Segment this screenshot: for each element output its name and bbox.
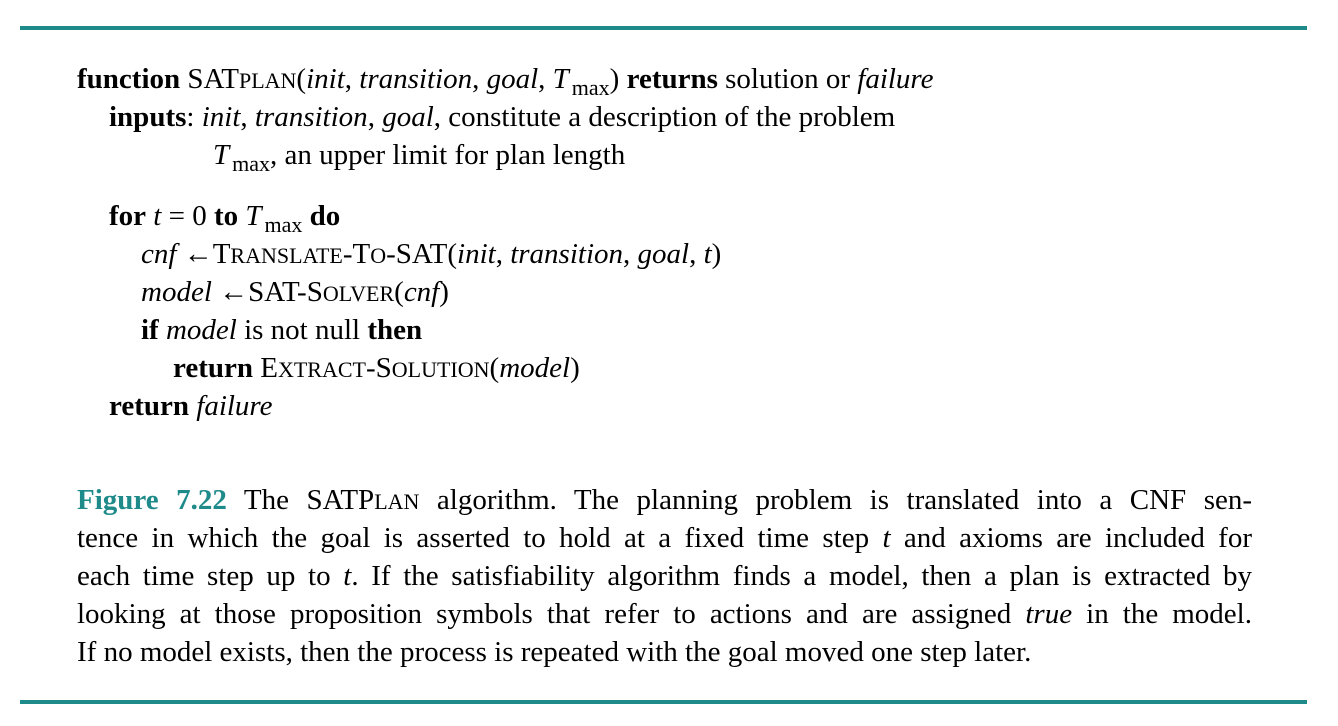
function-signature-line: function SATPLAN(init, transition, goal, T $_{max}$) returns solution or failure xyxy=(77,63,934,100)
inputs-line: inputs: init, transition, goal, constitute a description of the problem xyxy=(109,101,896,133)
keyword-function: function xyxy=(77,63,181,95)
spacer xyxy=(77,174,934,197)
model-assignment-line: model ←SAT-SOLVER(cnf) xyxy=(141,276,449,308)
translate-to-sat-call: TRANSLATE-TO-SAT xyxy=(212,238,448,270)
figure-label: Figure 7.22 xyxy=(77,484,227,516)
param-t: T xyxy=(552,63,569,95)
tmax-line: T $_{max}$, an upper limit for plan length xyxy=(213,139,626,176)
caption-line-3: each time step up to t. If the satisfiability algorithm finds a model, then a plan is extracted by xyxy=(77,560,1253,592)
keyword-inputs: inputs xyxy=(109,101,187,133)
sat-solver-call: SAT-SOLVER xyxy=(248,276,395,308)
param-transition: transition xyxy=(359,63,473,95)
function-name: SATPLAN xyxy=(187,63,297,95)
caption-line-2: tence in which the goal is asserted to hold at a fixed time step t and axioms are included for xyxy=(77,522,1252,554)
keyword-for: for xyxy=(109,200,147,232)
bottom-rule xyxy=(20,700,1307,704)
figure-caption xyxy=(77,481,1252,671)
keyword-if: if xyxy=(141,314,159,346)
return-extract-line: return EXTRACT-SOLUTION(model) xyxy=(173,352,580,384)
top-rule xyxy=(20,26,1307,30)
caption-line-4: looking at those proposition symbols that refer to actions and are assigned true in the model. xyxy=(77,598,1252,630)
extract-solution-call: EXTRACT-SOLUTION xyxy=(260,352,490,384)
cnf-assignment-line: cnf ←TRANSLATE-TO-SAT(init, transition, goal, t) xyxy=(141,238,722,270)
if-line: if model is not null then xyxy=(141,314,423,346)
keyword-do: do xyxy=(309,200,341,232)
keyword-to: to xyxy=(213,200,239,232)
keyword-returns: returns xyxy=(626,63,718,95)
param-goal: goal xyxy=(486,63,539,95)
algorithm-pseudocode xyxy=(77,60,934,425)
caption-line-5: If no model exists, then the process is repeated with the goal moved one step later. xyxy=(77,636,1032,668)
keyword-then: then xyxy=(367,314,423,346)
subscript-max: max xyxy=(571,75,610,100)
return-failure-line: return failure xyxy=(109,390,273,422)
param-init: init xyxy=(306,63,345,95)
caption-line-1: Figure 7.22 The SATPLAN algorithm. The planning problem is translated into a CNF sen- xyxy=(77,484,1253,516)
for-loop-line: for t = 0 to T $_{max}$ do xyxy=(109,200,341,237)
keyword-return: return xyxy=(173,352,254,384)
failure-value: failure xyxy=(857,63,934,95)
